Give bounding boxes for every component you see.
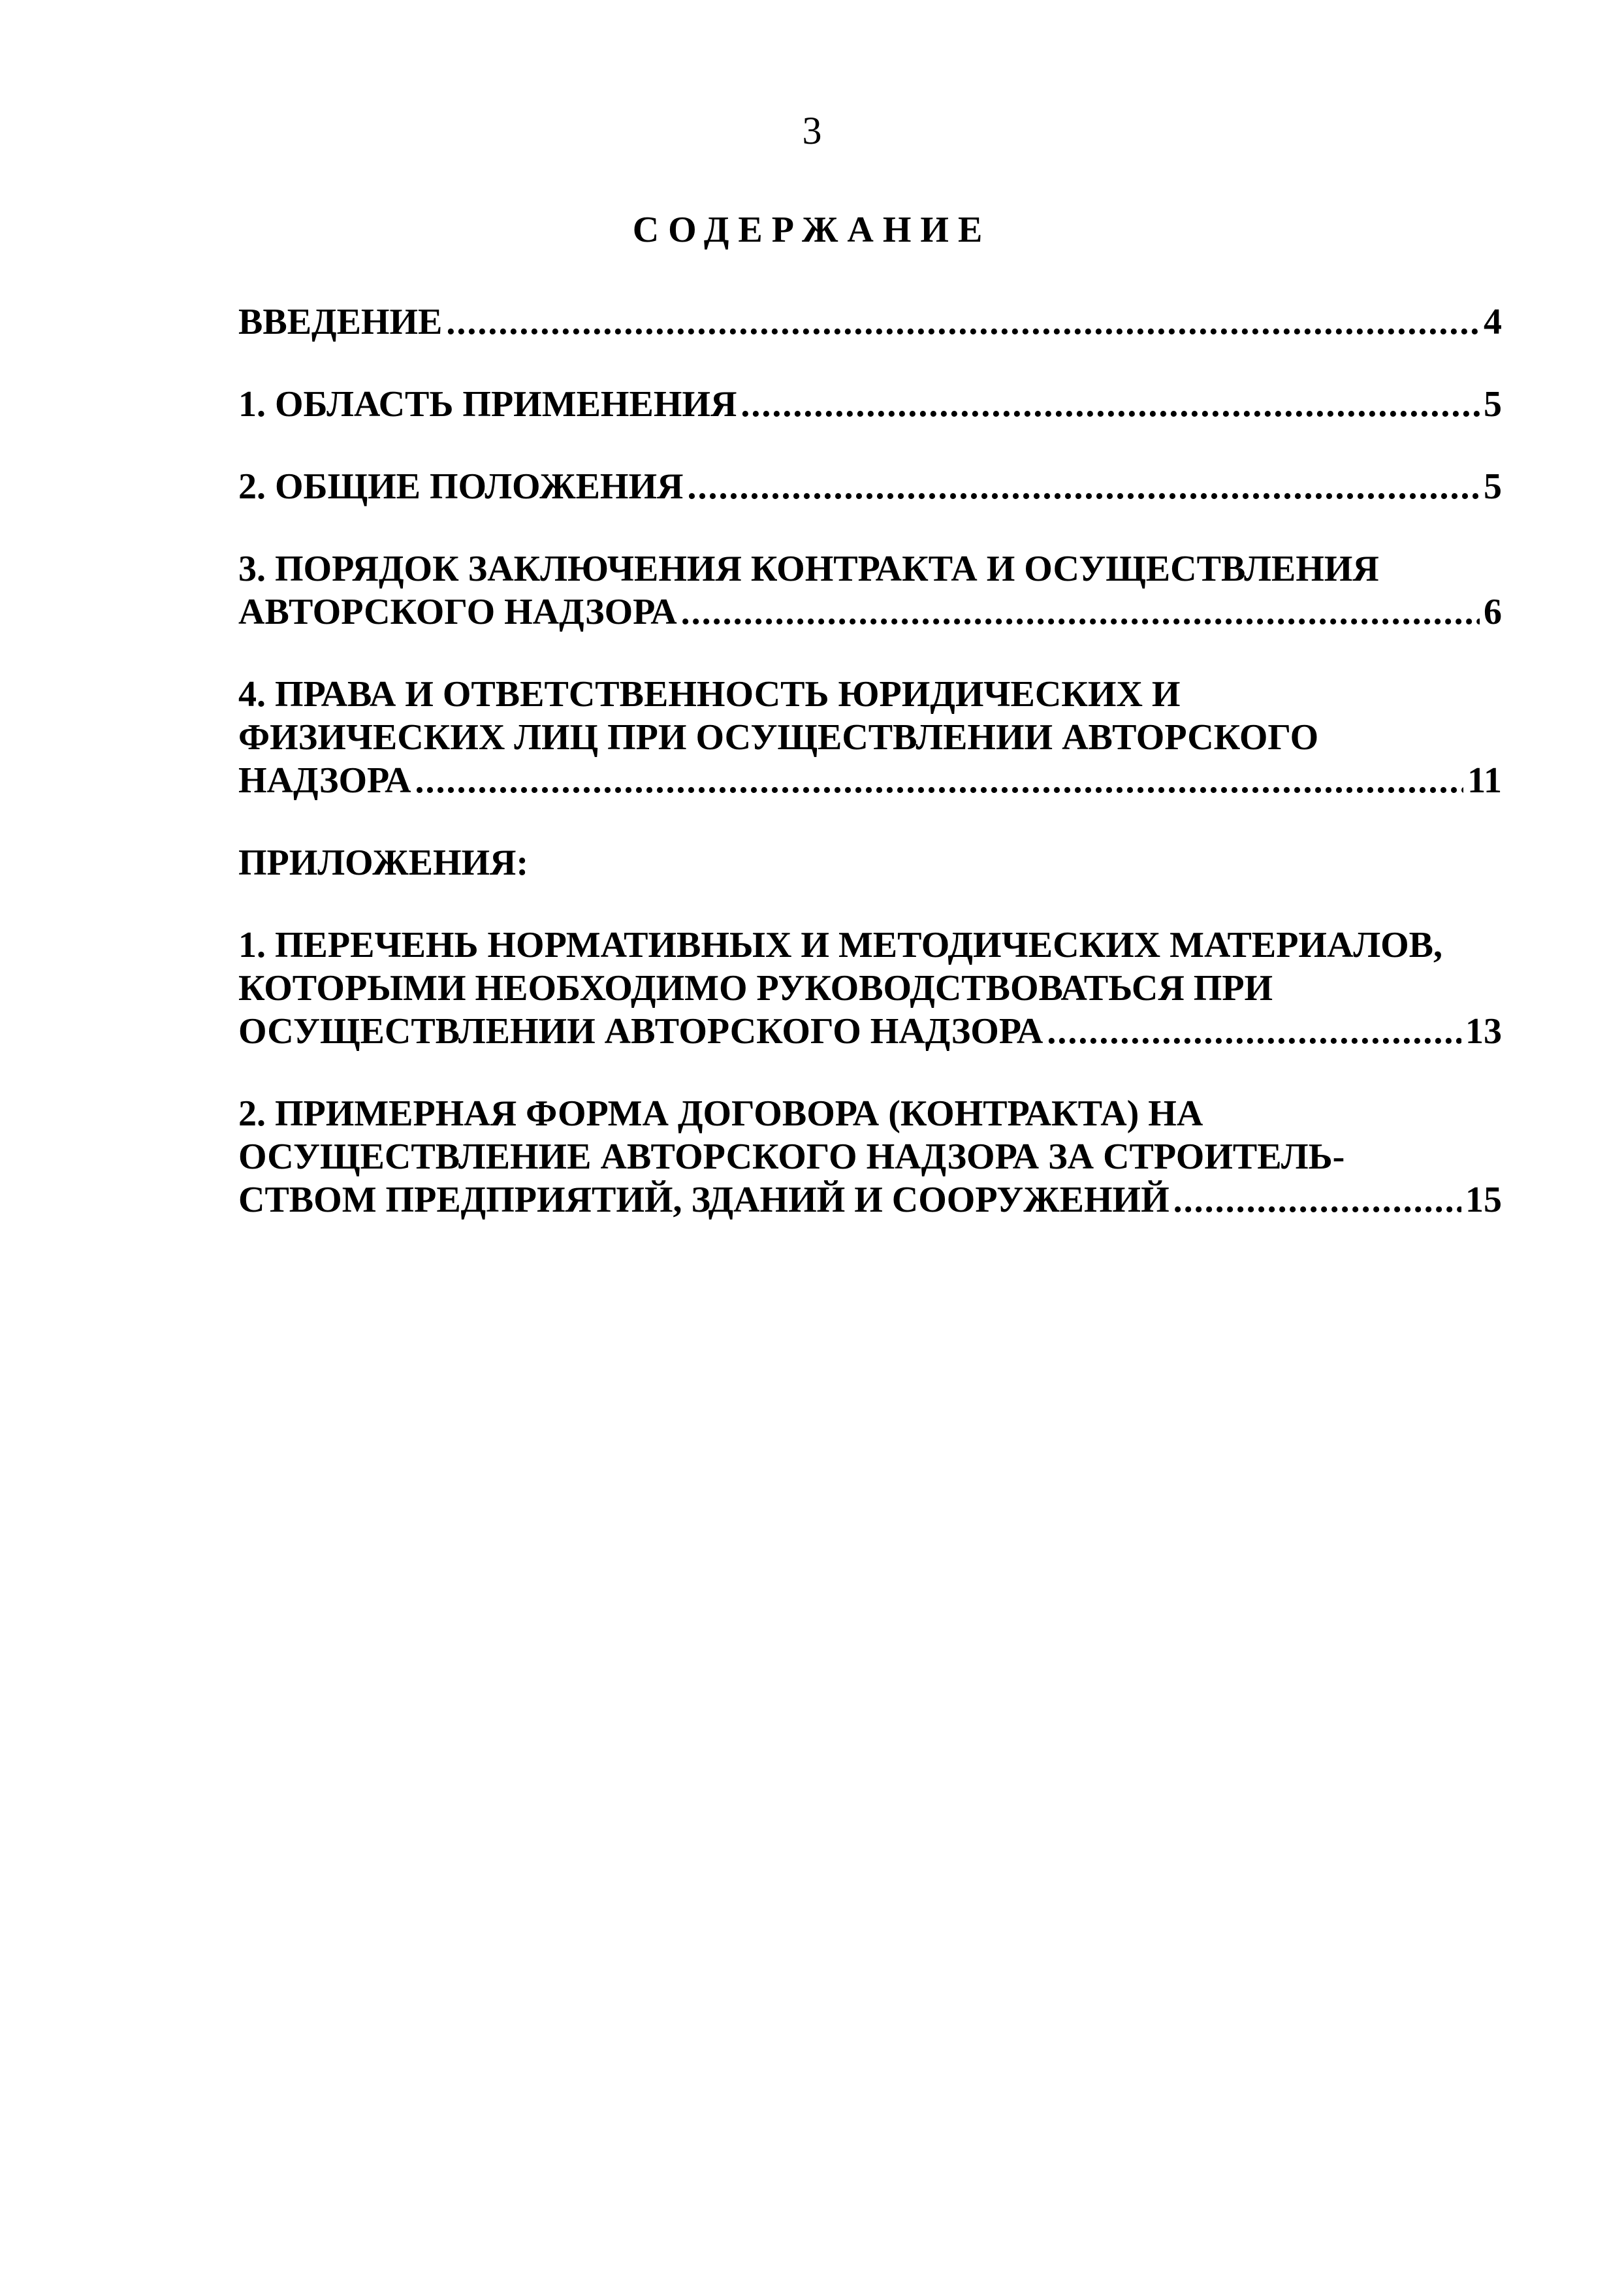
dot-leader bbox=[1173, 1178, 1461, 1221]
page-title: СОДЕРЖАНИЕ bbox=[632, 210, 992, 250]
toc-page-number: 4 bbox=[1484, 302, 1502, 342]
toc-entry-text-line: ОСУЩЕСТВЛЕНИИ АВТОРСКОГО НАДЗОРА bbox=[238, 1011, 1043, 1052]
dot-leader bbox=[1047, 1010, 1461, 1053]
toc-entry-text: ВВЕДЕНИЕ bbox=[238, 302, 443, 342]
toc-entry-intro[interactable] bbox=[238, 300, 1502, 344]
dot-leader bbox=[740, 383, 1480, 426]
toc-entry-appendix-2[interactable] bbox=[238, 1092, 1502, 1221]
toc-entry-text-line: 2. ПРИМЕРНАЯ ФОРМА ДОГОВОРА (КОНТРАКТА) НА bbox=[238, 1093, 1203, 1134]
toc-entry-section-3[interactable] bbox=[238, 547, 1502, 634]
toc-entry-section-2[interactable] bbox=[238, 465, 1502, 508]
toc-entry-section-1[interactable] bbox=[238, 383, 1502, 426]
toc-entry-appendix-1[interactable] bbox=[238, 924, 1502, 1053]
toc-entry-text-line: 1. ПЕРЕЧЕНЬ НОРМАТИВНЫХ И МЕТОДИЧЕСКИХ МАТЕРИАЛОВ, bbox=[238, 925, 1443, 965]
toc-entry-text-line: ФИЗИЧЕСКИХ ЛИЦ ПРИ ОСУЩЕСТВЛЕНИИ АВТОРСКОГО bbox=[238, 717, 1319, 758]
toc-entry-text: 1. ОБЛАСТЬ ПРИМЕНЕНИЯ bbox=[238, 384, 737, 425]
toc-page-number: 6 bbox=[1484, 592, 1502, 632]
table-of-contents bbox=[238, 300, 1502, 1261]
toc-entry-text-line: ОСУЩЕСТВЛЕНИЕ АВТОРСКОГО НАДЗОРА ЗА СТРОИТЕЛЬ- bbox=[238, 1137, 1345, 1177]
toc-entry-text-line: 4. ПРАВА И ОТВЕТСТВЕННОСТЬ ЮРИДИЧЕСКИХ И bbox=[238, 674, 1181, 715]
toc-entry-section-4[interactable] bbox=[238, 673, 1502, 802]
dot-leader bbox=[446, 300, 1480, 344]
dot-leader bbox=[688, 465, 1480, 508]
toc-page-number: 5 bbox=[1484, 466, 1502, 507]
toc-entry-text-line: АВТОРСКОГО НАДЗОРА bbox=[238, 592, 677, 632]
toc-appendices-heading bbox=[238, 841, 1502, 884]
page-number: 3 bbox=[802, 109, 822, 152]
toc-page-number: 5 bbox=[1484, 384, 1502, 425]
toc-entry-text-line: НАДЗОРА bbox=[238, 760, 411, 801]
toc-entry-text-line: 3. ПОРЯДОК ЗАКЛЮЧЕНИЯ КОНТРАКТА И ОСУЩЕСТВЛЕНИЯ bbox=[238, 549, 1379, 589]
toc-entry-text-line: СТВОМ ПРЕДПРИЯТИЙ, ЗДАНИЙ И СООРУЖЕНИЙ bbox=[238, 1180, 1170, 1220]
dot-leader bbox=[681, 590, 1480, 634]
toc-page-number: 15 bbox=[1465, 1180, 1502, 1220]
toc-page-number: 13 bbox=[1465, 1011, 1502, 1052]
appendices-heading-text: ПРИЛОЖЕНИЯ: bbox=[238, 843, 529, 883]
toc-page-number: 11 bbox=[1467, 760, 1502, 801]
toc-entry-text: 2. ОБЩИЕ ПОЛОЖЕНИЯ bbox=[238, 466, 684, 507]
toc-entry-text-line: КОТОРЫМИ НЕОБХОДИМО РУКОВОДСТВОВАТЬСЯ ПРИ bbox=[238, 968, 1273, 1009]
dot-leader bbox=[415, 759, 1464, 802]
